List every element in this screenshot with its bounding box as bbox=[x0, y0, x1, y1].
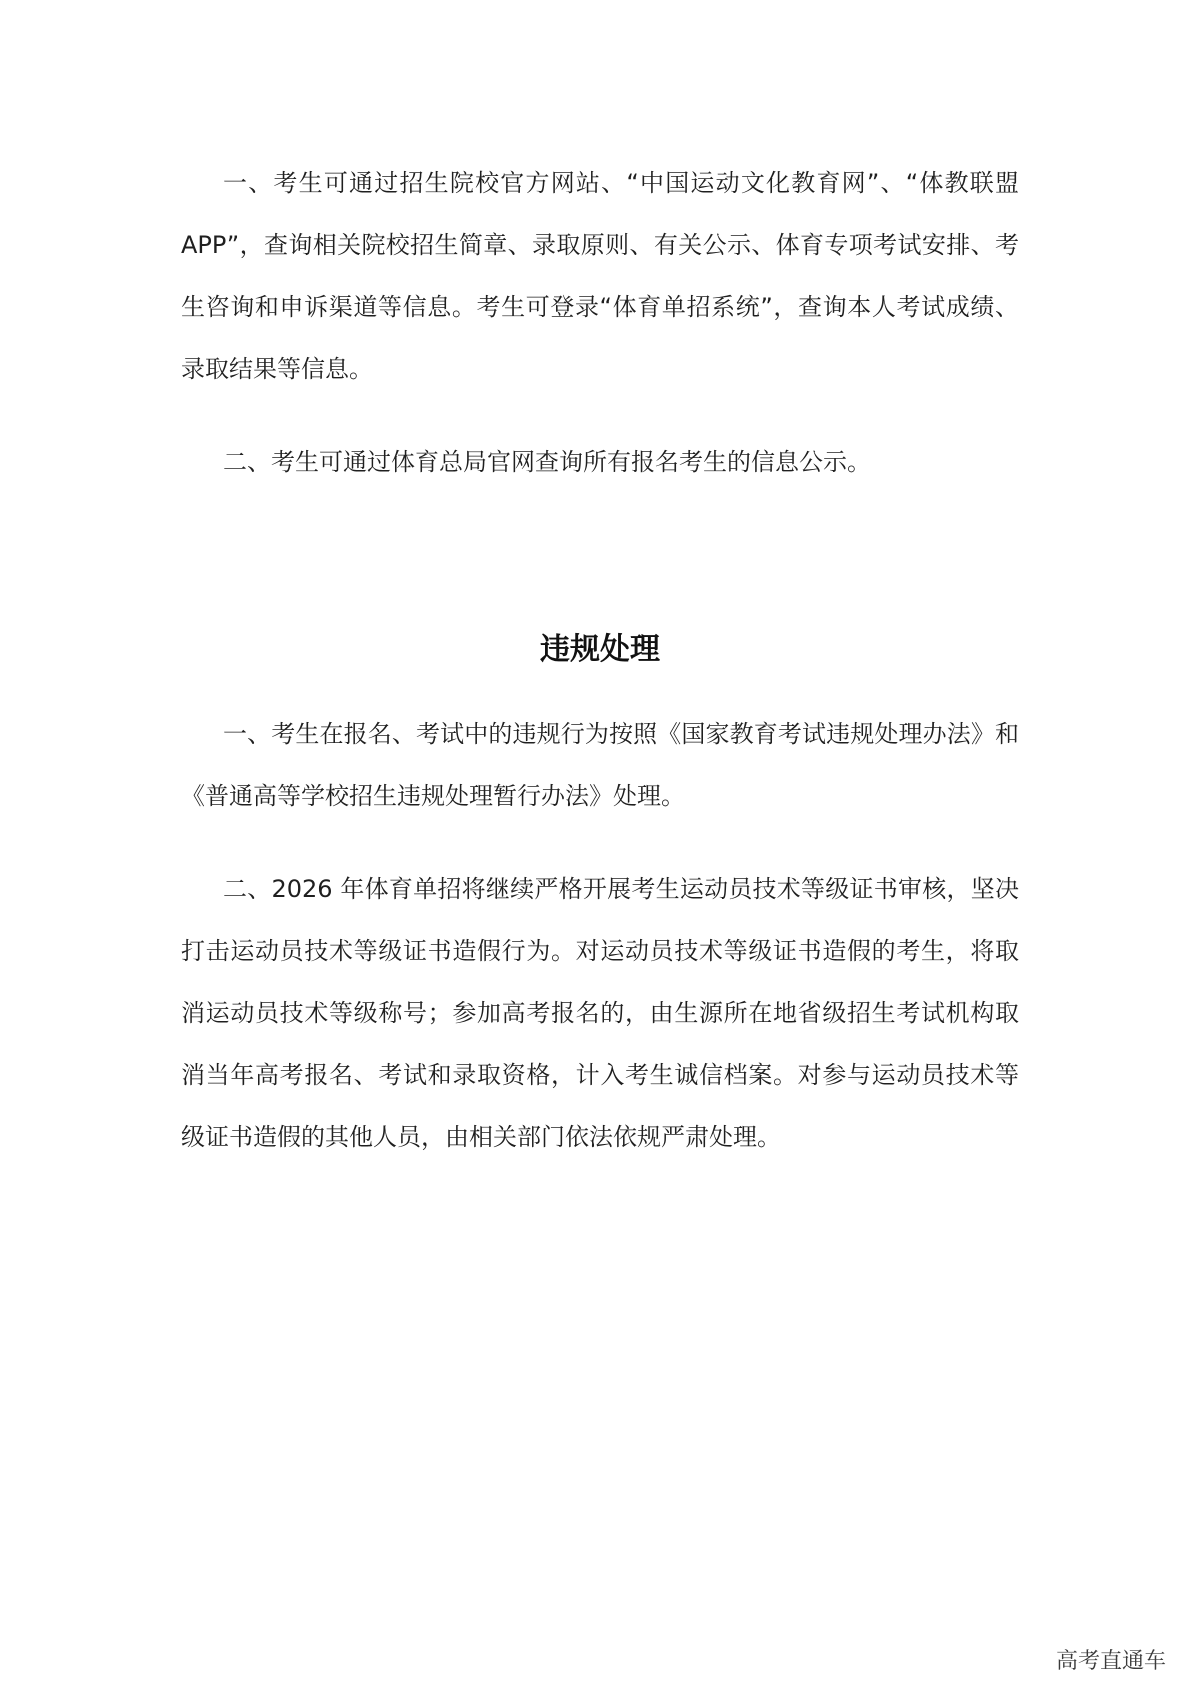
section-spacer bbox=[181, 493, 1019, 619]
paragraph-spacer bbox=[181, 827, 1019, 858]
heading-spacer bbox=[181, 681, 1019, 703]
violation-section-title: 违规处理 bbox=[540, 632, 660, 667]
violation-paragraph-2: 二、2026 年体育单招将继续严格开展考生运动员技术等级证书审核，坚决打击运动员技术等级证书造假行为。对运动员技术等级证书造假的考生，将取消运动员技术等级称号；参加高考报名的，由生源所在地省级招生考试机构取消当年高考报名、考试和录取资格，计入考生诚信档案。对参与运动员技术等级证书造假的其他人员，由相关部门依法依规严肃处理。 bbox=[181, 875, 1019, 1151]
paragraph-spacer bbox=[181, 400, 1019, 431]
violation-paragraph-1: 一、考生在报名、考试中的违规行为按照《国家教育考试违规处理办法》和《普通高等学校招生违规处理暂行办法》处理。 bbox=[181, 720, 1019, 810]
query-paragraph-1: 一、考生可通过招生院校官方网站、“中国运动文化教育网”、“体教联盟APP”，查询相关院校招生简章、录取原则、有关公示、体育专项考试安排、考生咨询和申诉渠道等信息。考生可登录“体育单招系统”，查询本人考试成绩、录取结果等信息。 bbox=[181, 169, 1019, 383]
watermark-text: 高考直通车 bbox=[1055, 1649, 1166, 1674]
query-paragraph-2: 二、考生可通过体育总局官网查询所有报名考生的信息公示。 bbox=[223, 448, 871, 476]
document-body bbox=[181, 152, 1019, 1168]
